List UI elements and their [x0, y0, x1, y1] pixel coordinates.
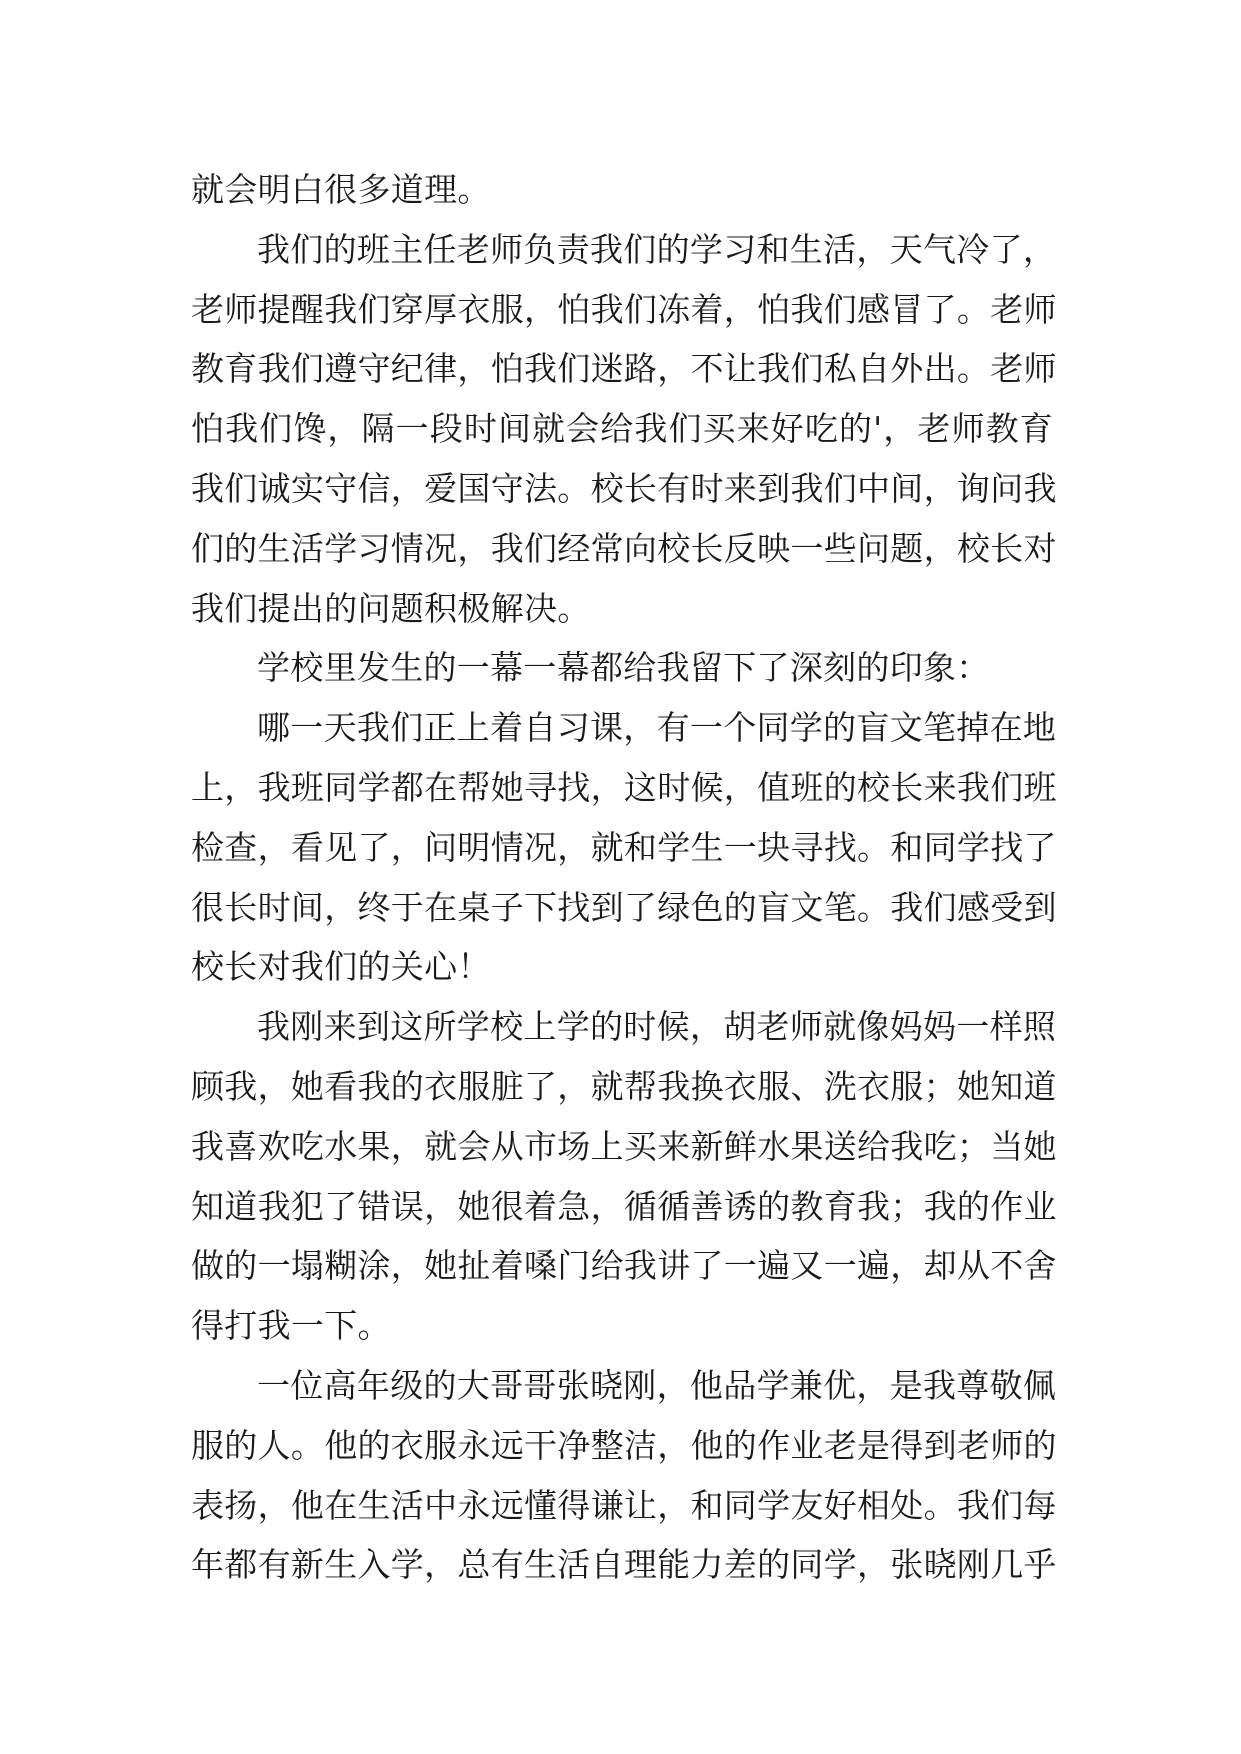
text-line: 表扬，他在生活中永远懂得谦让，和同学友好相处。我们每 [191, 1485, 1057, 1525]
text-line: 知道我犯了错误，她很着急，循循善诱的教育我；我的作业 [191, 1186, 1057, 1226]
paragraph-first-line: 我们的班主任老师负责我们的学习和生活，天气冷了， [257, 229, 1057, 269]
paragraph-first-line: 哪一天我们正上着自习课，有一个同学的盲文笔掉在地 [257, 708, 1057, 748]
document-body [191, 160, 1057, 1595]
text-line: 年都有新生入学，总有生活自理能力差的同学，张晓刚几乎 [191, 1545, 1057, 1585]
text-line: 老师提醒我们穿厚衣服，怕我们冻着，怕我们感冒了。老师 [191, 289, 1057, 329]
text-line: 校长对我们的关心！ [191, 947, 491, 987]
paragraph-first-line: 学校里发生的一幕一幕都给我留下了深刻的印象： [257, 648, 990, 688]
text-line: 我们提出的问题积极解决。 [191, 588, 591, 628]
text-line: 就会明白很多道理。 [191, 170, 491, 209]
text-line: 怕我们馋，隔一段时间就会给我们买来好吃的'，老师教育 [191, 409, 1053, 449]
text-line: 顾我，她看我的衣服脏了，就帮我换衣服、洗衣服；她知道 [191, 1066, 1057, 1106]
text-line: 做的一塌糊涂，她扯着嗓门给我讲了一遍又一遍，却从不舍 [191, 1246, 1057, 1286]
text-line: 很长时间，终于在桌子下找到了绿色的盲文笔。我们感受到 [191, 887, 1057, 927]
text-line: 得打我一下。 [191, 1306, 391, 1346]
text-line: 检查，看见了，问明情况，就和学生一块寻找。和同学找了 [191, 827, 1057, 867]
text-line: 服的人。他的衣服永远干净整洁，他的作业老是得到老师的 [191, 1425, 1057, 1465]
paragraph-first-line: 我刚来到这所学校上学的时候，胡老师就像妈妈一样照 [257, 1007, 1057, 1047]
paragraph-first-line: 一位高年级的大哥哥张晓刚，他品学兼优，是我尊敬佩 [257, 1365, 1057, 1405]
text-line: 上，我班同学都在帮她寻找，这时候，值班的校长来我们班 [191, 767, 1057, 807]
text-line: 教育我们遵守纪律，怕我们迷路，不让我们私自外出。老师 [191, 349, 1057, 389]
text-line: 们的生活学习情况，我们经常向校长反映一些问题，校长对 [191, 528, 1057, 568]
text-line: 我们诚实守信，爱国守法。校长有时来到我们中间，询问我 [191, 468, 1057, 508]
text-line: 我喜欢吃水果，就会从市场上买来新鲜水果送给我吃；当她 [191, 1126, 1057, 1166]
